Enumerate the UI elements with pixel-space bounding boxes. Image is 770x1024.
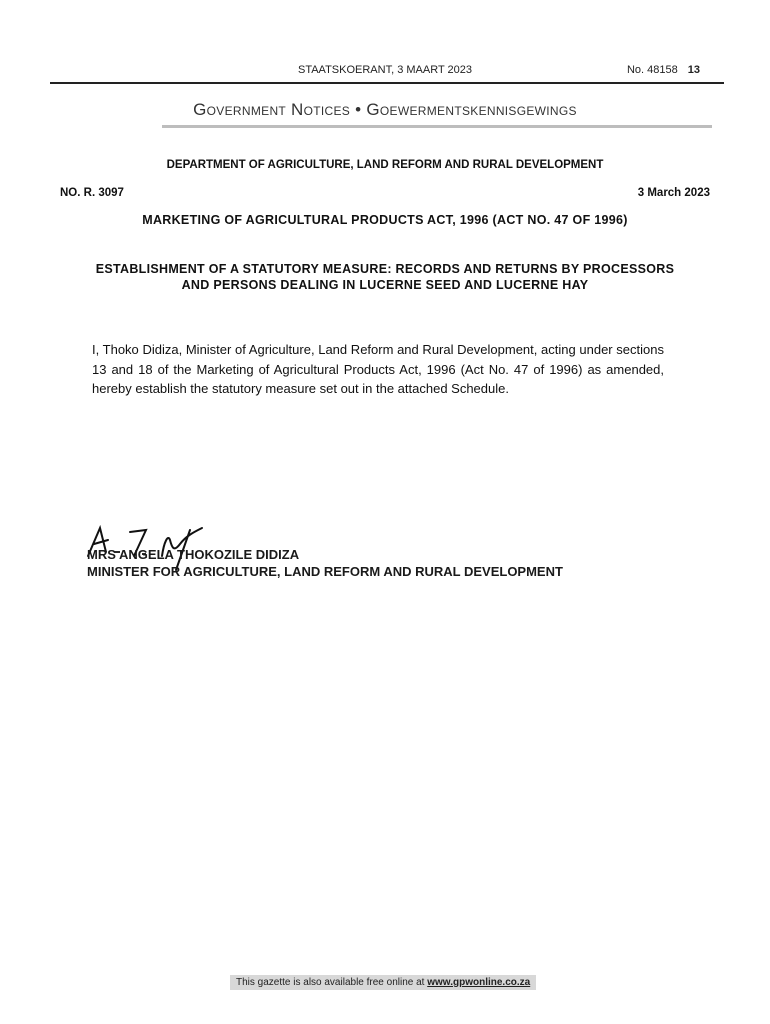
notice-date: 3 March 2023 (637, 187, 710, 199)
page-number: 13 (687, 64, 700, 76)
footer-text: This gazette is also available free online at (236, 977, 425, 988)
gazette-title: STAATSKOERANT, 3 MAART 2023 (297, 64, 473, 76)
notice-title: ESTABLISHMENT OF A STATUTORY MEASURE: RECORDS AND RETURNS BY PROCESSORS AND PERSONS DEALING IN LUCERNE SEED AND LUCERNE HAY (95, 262, 675, 292)
signatory-name: MRS ANGELA THOKOZILE DIDIZA (87, 547, 300, 562)
signatory-role: MINISTER FOR AGRICULTURE, LAND REFORM AND RURAL DEVELOPMENT (87, 564, 563, 579)
department-heading: DEPARTMENT OF AGRICULTURE, LAND REFORM AND RURAL DEVELOPMENT (166, 159, 604, 171)
header-rule (50, 82, 724, 84)
gazette-number-area (627, 64, 700, 76)
notice-body: I, Thoko Didiza, Minister of Agriculture, Land Reform and Rural Development, acting under sections 13 and 18 of the Marketing of Agricultural Products Act, 1996 (Act No. 47 of 1996) as amended, hereby establish the statutory measure set out in the attached Schedule. (92, 342, 664, 396)
gazette-number: No. 48158 (626, 64, 678, 76)
footer-banner (230, 975, 536, 990)
section-rule (162, 125, 712, 128)
footer-link[interactable]: www.gpwonline.co.za (427, 977, 531, 988)
notice-number: NO. R. 3097 (60, 187, 124, 199)
section-title: Government Notices • Goewermentskennisgewings (193, 100, 577, 119)
signatory-block (87, 546, 563, 580)
act-heading: MARKETING OF AGRICULTURAL PRODUCTS ACT, 1996 (ACT NO. 47 OF 1996) (142, 213, 628, 227)
